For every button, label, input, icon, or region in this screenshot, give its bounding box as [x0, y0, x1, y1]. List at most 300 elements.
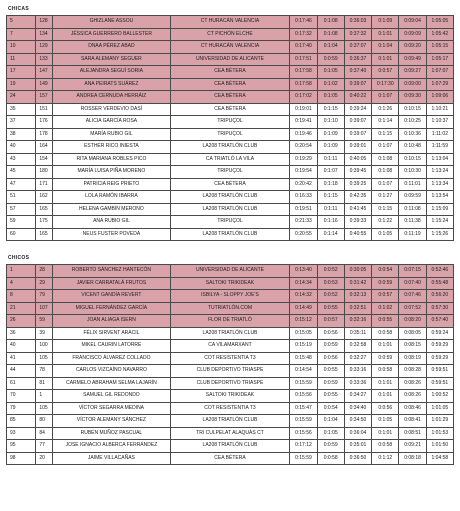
bib-number-cell: 81 — [36, 377, 53, 390]
transition2-time-cell: 0:1:04 — [372, 41, 399, 54]
swim-time-cell: 0:17:40 — [290, 41, 317, 54]
bib-number-cell: 134 — [36, 28, 53, 41]
club-cell: UNIVERSIDAD DE ALICANTE — [170, 53, 290, 66]
run-time-cell: 0:08:41 — [399, 415, 426, 428]
bib-number-cell: 39 — [36, 327, 53, 340]
transition2-time-cell: 0:1:22 — [372, 216, 399, 229]
position-cell: 38 — [7, 128, 36, 141]
athlete-name-cell: ANA RUBIO GIL — [53, 216, 171, 229]
table-row — [7, 290, 454, 303]
bib-number-cell: 100 — [36, 340, 53, 353]
table-row — [7, 216, 454, 229]
bike-time-cell: 0:30:05 — [344, 265, 371, 278]
transition2-time-cell: 0:1:01 — [372, 340, 399, 353]
athlete-name-cell: SARA ALEMANY SEGUER — [53, 53, 171, 66]
swim-time-cell: 0:17:02 — [290, 91, 317, 104]
club-cell: TRIPUÇOL — [170, 116, 290, 129]
swim-time-cell: 0:15:59 — [290, 452, 317, 465]
table-row — [7, 78, 454, 91]
run-time-cell: 0:10:30 — [399, 166, 426, 179]
run-time-cell: 0:09:21 — [399, 440, 426, 453]
position-cell: 70 — [7, 390, 36, 403]
athlete-name-cell: VÍCTOR SEGARRA MEDINA — [53, 402, 171, 415]
section-title: CHICAS — [8, 6, 29, 12]
total-time-cell: 1:09:06 — [426, 91, 453, 104]
athlete-name-cell: CARMELO ABRAHAM SELMA LAJARÍN — [53, 377, 171, 390]
position-cell: 10 — [7, 41, 36, 54]
total-time-cell: 1:10:37 — [426, 116, 453, 129]
athlete-name-cell: ROSSER VERDEVIO DASÍ — [53, 103, 171, 116]
run-time-cell: 0:10:15 — [399, 103, 426, 116]
bike-time-cell: 0:32:58 — [344, 340, 371, 353]
run-time-cell: 0:10:48 — [399, 141, 426, 154]
club-cell: CLUB DEPORTIVO TRIASPE — [170, 377, 290, 390]
position-cell: 93 — [7, 427, 36, 440]
transition1-time-cell: 0:0:52 — [317, 290, 344, 303]
position-cell: 60 — [7, 228, 36, 241]
run-time-cell: 0:08:19 — [399, 352, 426, 365]
club-cell: LA208 TRIATLÓN CLUB — [170, 203, 290, 216]
position-cell: 1 — [7, 265, 36, 278]
swim-time-cell: 0:15:47 — [290, 402, 317, 415]
bike-time-cell: 0:39:07 — [344, 128, 371, 141]
table-row — [7, 116, 454, 129]
transition2-time-cell: 0:0:58 — [372, 327, 399, 340]
total-time-cell: 1:11:02 — [426, 128, 453, 141]
table-row — [7, 452, 454, 465]
run-time-cell: 0:07:46 — [399, 290, 426, 303]
bike-time-cell: 0:36:03 — [344, 16, 371, 29]
transition1-time-cell: 0:0:55 — [317, 365, 344, 378]
transition2-time-cell: 0:1:09 — [372, 16, 399, 29]
bike-time-cell: 0:39:25 — [344, 178, 371, 191]
club-cell: COT RESISTENTIA T3 — [170, 402, 290, 415]
bike-time-cell: 0:37:40 — [344, 66, 371, 79]
club-cell: CEA BÉTERA — [170, 452, 290, 465]
position-cell: 26 — [7, 315, 36, 328]
swim-time-cell: 0:20:42 — [290, 178, 317, 191]
transition1-time-cell: 0:1:09 — [317, 128, 344, 141]
athlete-name-cell: MIGUEL FERNÁNDEZ GARCÍA — [53, 302, 171, 315]
bike-time-cell: 0:33:36 — [344, 377, 371, 390]
total-time-cell: 0:59:51 — [426, 377, 453, 390]
run-time-cell: 0:08:46 — [399, 402, 426, 415]
bib-number-cell: 157 — [36, 91, 53, 104]
swim-time-cell: 0:15:12 — [290, 315, 317, 328]
total-time-cell: 0:55:48 — [426, 277, 453, 290]
bike-time-cell: 0:34:50 — [344, 415, 371, 428]
transition1-time-cell: 0:0:56 — [317, 327, 344, 340]
bib-number-cell: 180 — [36, 166, 53, 179]
section-title: CHICOS — [8, 255, 30, 261]
club-cell: LA208 TRIATLÓN CLUB — [170, 415, 290, 428]
club-cell: LA208 TRIATLÓN CLUB — [170, 191, 290, 204]
table-row — [7, 365, 454, 378]
athlete-name-cell: MARÍA LUISA PIÑA MORENO — [53, 166, 171, 179]
athlete-name-cell: PATRICIA REIG PRIETO — [53, 178, 171, 191]
swim-time-cell: 0:19:51 — [290, 203, 317, 216]
table-row — [7, 315, 454, 328]
total-time-cell: 1:07:29 — [426, 78, 453, 91]
run-time-cell: 0:11:38 — [399, 216, 426, 229]
athlete-name-cell: JAIME VILLACAÑAS — [53, 452, 171, 465]
position-cell: 35 — [7, 103, 36, 116]
bib-number-cell: 84 — [36, 427, 53, 440]
table-row — [7, 440, 454, 453]
club-cell: TRIPUÇOL — [170, 216, 290, 229]
total-time-cell: 1:13:24 — [426, 166, 453, 179]
bike-time-cell: 0:34:40 — [344, 402, 371, 415]
transition2-time-cell: 0:1:07 — [372, 178, 399, 191]
bib-number-cell: 105 — [36, 352, 53, 365]
athlete-name-cell: JÉSSICA GUERRERO BALLESTER — [53, 28, 171, 41]
bib-number-cell: 59 — [36, 315, 53, 328]
bib-number-cell: 20 — [36, 452, 53, 465]
table-row — [7, 277, 454, 290]
club-cell: LA208 TRIATLÓN CLUB — [170, 327, 290, 340]
table-row — [7, 166, 454, 179]
bib-number-cell: 107 — [36, 302, 53, 315]
club-cell: CEA BÉTERA — [170, 78, 290, 91]
transition1-time-cell: 0:0:59 — [317, 440, 344, 453]
club-cell: CT HURACÁN VALENCIA — [170, 16, 290, 29]
total-time-cell: 1:01:50 — [426, 440, 453, 453]
transition1-time-cell: 0:1:16 — [317, 216, 344, 229]
results-table-chicos — [6, 264, 454, 465]
table-row — [7, 402, 454, 415]
transition2-time-cell: 0:1:27 — [372, 191, 399, 204]
swim-time-cell: 0:17:58 — [290, 66, 317, 79]
run-time-cell: 0:09:49 — [399, 53, 426, 66]
swim-time-cell: 0:14:49 — [290, 302, 317, 315]
transition1-time-cell: 0:1:09 — [317, 141, 344, 154]
club-cell: CLUB DEPORTIVO TRIASPE — [170, 365, 290, 378]
total-time-cell: 1:15:26 — [426, 228, 453, 241]
transition1-time-cell: 0:0:59 — [317, 53, 344, 66]
transition2-time-cell: 0:0:58 — [372, 440, 399, 453]
swim-time-cell: 0:15:48 — [290, 352, 317, 365]
athlete-name-cell: ALEJANDRA SEGUÍ SORIA — [53, 66, 171, 79]
transition1-time-cell: 0:1:02 — [317, 78, 344, 91]
position-cell: 11 — [7, 53, 36, 66]
club-cell: UNIVERSIDAD DE ALICANTE — [170, 265, 290, 278]
transition2-time-cell: 0:1:26 — [372, 103, 399, 116]
run-time-cell: 0:09:27 — [399, 66, 426, 79]
total-time-cell: 1:07:07 — [426, 66, 453, 79]
table-row — [7, 16, 454, 29]
swim-time-cell: 0:14:54 — [290, 365, 317, 378]
run-time-cell: 0:09:09 — [399, 28, 426, 41]
transition1-time-cell: 0:1:15 — [317, 191, 344, 204]
athlete-name-cell: DNAA PÉREZ ABAD — [53, 41, 171, 54]
total-time-cell: 1:04:58 — [426, 452, 453, 465]
swim-time-cell: 0:13:40 — [290, 265, 317, 278]
transition2-time-cell: 0:1:15 — [372, 128, 399, 141]
transition2-time-cell: 0:17:30 — [372, 78, 399, 91]
athlete-name-cell: FÉLIX SIRVENT ARACIL — [53, 327, 171, 340]
table-row — [7, 91, 454, 104]
bike-time-cell: 0:39:24 — [344, 103, 371, 116]
transition2-time-cell: 0:1:12 — [372, 452, 399, 465]
table-row — [7, 53, 454, 66]
table-row — [7, 28, 454, 41]
bike-time-cell: 0:35:11 — [344, 327, 371, 340]
run-time-cell: 0:07:52 — [399, 302, 426, 315]
transition1-time-cell: 0:0:52 — [317, 265, 344, 278]
position-cell: 44 — [7, 365, 36, 378]
transition2-time-cell: 0:0:59 — [372, 352, 399, 365]
run-time-cell: 0:10:25 — [399, 116, 426, 129]
athlete-name-cell: CARLOS VIZCAÍNO NAVARRO — [53, 365, 171, 378]
transition1-time-cell: 0:0:56 — [317, 352, 344, 365]
transition1-time-cell: 0:0:55 — [317, 390, 344, 403]
total-time-cell: 1:05:17 — [426, 53, 453, 66]
bike-time-cell: 0:40:55 — [344, 228, 371, 241]
position-cell: 7 — [7, 28, 36, 41]
transition1-time-cell: 0:1:18 — [317, 178, 344, 191]
run-time-cell: 0:07:40 — [399, 277, 426, 290]
club-cell: TRIPUÇOL — [170, 166, 290, 179]
bike-time-cell: 0:41:45 — [344, 203, 371, 216]
total-time-cell: 0:56:20 — [426, 290, 453, 303]
club-cell: TUTRIATLÓN.COM — [170, 302, 290, 315]
club-cell: COT RESISTENTIA T3 — [170, 352, 290, 365]
athlete-name-cell: MIKEL CAURIN LATORRE — [53, 340, 171, 353]
run-time-cell: 0:08:51 — [399, 427, 426, 440]
position-cell: 8 — [7, 290, 36, 303]
swim-time-cell: 0:19:54 — [290, 166, 317, 179]
total-time-cell: 0:52:46 — [426, 265, 453, 278]
club-cell: CA TRIATLÓ LA VILA — [170, 153, 290, 166]
position-cell: 40 — [7, 141, 36, 154]
athlete-name-cell: VÍCTOR ALEMANY SÁNCHEZ — [53, 415, 171, 428]
run-time-cell: 0:08:26 — [399, 377, 426, 390]
table-row — [7, 340, 454, 353]
transition2-time-cell: 0:1:02 — [372, 302, 399, 315]
club-cell: CT HURACÁN VALENCIA — [170, 41, 290, 54]
position-cell: 98 — [7, 452, 36, 465]
bib-number-cell: 151 — [36, 103, 53, 116]
bike-time-cell: 0:39:45 — [344, 166, 371, 179]
table-row — [7, 390, 454, 403]
total-time-cell: 1:13:04 — [426, 153, 453, 166]
bib-number-cell: 77 — [36, 440, 53, 453]
run-time-cell: 0:08:05 — [399, 327, 426, 340]
transition1-time-cell: 0:1:04 — [317, 415, 344, 428]
club-cell: LA208 TRIATLÓN CLUB — [170, 228, 290, 241]
total-time-cell: 1:05:05 — [426, 16, 453, 29]
table-row — [7, 427, 454, 440]
swim-time-cell: 0:14:32 — [290, 290, 317, 303]
swim-time-cell: 0:17:51 — [290, 53, 317, 66]
position-cell: 19 — [7, 78, 36, 91]
athlete-name-cell: JOAN ALIAGA ISERN — [53, 315, 171, 328]
position-cell: 17 — [7, 66, 36, 79]
position-cell: 59 — [7, 216, 36, 229]
transition1-time-cell: 0:0:54 — [317, 402, 344, 415]
swim-time-cell: 0:19:46 — [290, 128, 317, 141]
bib-number-cell: 164 — [36, 141, 53, 154]
transition2-time-cell: 0:1:07 — [372, 141, 399, 154]
transition1-time-cell: 0:1:08 — [317, 28, 344, 41]
swim-time-cell: 0:21:33 — [290, 216, 317, 229]
transition2-time-cell: 0:1:07 — [372, 91, 399, 104]
swim-time-cell: 0:17:32 — [290, 28, 317, 41]
transition1-time-cell: 0:1:11 — [317, 203, 344, 216]
run-time-cell: 0:11:19 — [399, 228, 426, 241]
bib-number-cell: 154 — [36, 153, 53, 166]
section-chicas — [6, 3, 454, 241]
run-time-cell: 0:11:01 — [399, 178, 426, 191]
run-time-cell: 0:07:15 — [399, 265, 426, 278]
swim-time-cell: 0:19:29 — [290, 153, 317, 166]
position-cell: 21 — [7, 302, 36, 315]
transition1-time-cell: 0:1:11 — [317, 153, 344, 166]
table-row — [7, 178, 454, 191]
transition2-time-cell: 0:1:01 — [372, 377, 399, 390]
transition2-time-cell: 0:0:59 — [372, 277, 399, 290]
table-row — [7, 327, 454, 340]
total-time-cell: 0:59:29 — [426, 340, 453, 353]
transition1-time-cell: 0:1:15 — [317, 103, 344, 116]
athlete-name-cell: JAVIER CARRATALÁ FRUTOS — [53, 277, 171, 290]
results-body — [7, 16, 454, 241]
transition2-time-cell: 0:1:01 — [372, 427, 399, 440]
club-cell: TRIPUÇOL — [170, 128, 290, 141]
table-row — [7, 415, 454, 428]
results-table-chicas — [6, 15, 454, 241]
position-cell: 37 — [7, 116, 36, 129]
swim-time-cell: 0:15:59 — [290, 377, 317, 390]
total-time-cell: 1:11:59 — [426, 141, 453, 154]
transition2-time-cell: 0:1:01 — [372, 28, 399, 41]
total-time-cell: 1:10:21 — [426, 103, 453, 116]
table-row — [7, 265, 454, 278]
bib-number-cell: 128 — [36, 16, 53, 29]
club-cell: CEA BÉTERA — [170, 103, 290, 116]
swim-time-cell: 0:15:56 — [290, 390, 317, 403]
position-cell: 45 — [7, 166, 36, 179]
transition2-time-cell: 0:1:08 — [372, 166, 399, 179]
bike-time-cell: 0:42:35 — [344, 191, 371, 204]
athlete-name-cell: RUBÉN MUÑOZ PASCUAL — [53, 427, 171, 440]
total-time-cell: 0:57:40 — [426, 315, 453, 328]
bib-number-cell: 165 — [36, 203, 53, 216]
club-cell: LA208 TRIATLÓN CLUB — [170, 440, 290, 453]
total-time-cell: 0:59:29 — [426, 352, 453, 365]
athlete-name-cell: ANA PEIRATS SUÁREZ — [53, 78, 171, 91]
transition2-time-cell: 0:1:01 — [372, 390, 399, 403]
transition2-time-cell: 0:1:15 — [372, 203, 399, 216]
transition2-time-cell: 0:1:05 — [372, 228, 399, 241]
bike-time-cell: 0:33:16 — [344, 365, 371, 378]
athlete-name-cell: MARÍA RUBIO GIL — [53, 128, 171, 141]
bib-number-cell: 178 — [36, 128, 53, 141]
total-time-cell: 0:59:51 — [426, 365, 453, 378]
bib-number-cell: 129 — [36, 41, 53, 54]
bike-time-cell: 0:39:07 — [344, 116, 371, 129]
club-cell: ISBILYA - SLOPPY JOE'S — [170, 290, 290, 303]
transition2-time-cell: 0:1:01 — [372, 53, 399, 66]
total-time-cell: 1:15:24 — [426, 216, 453, 229]
club-cell: CEA BÉTERA — [170, 91, 290, 104]
bike-time-cell: 0:39:33 — [344, 216, 371, 229]
position-cell: 4 — [7, 277, 36, 290]
run-time-cell: 0:09:04 — [399, 16, 426, 29]
run-time-cell: 0:10:15 — [399, 153, 426, 166]
athlete-name-cell: VICENT GANDÍA REVERT — [53, 290, 171, 303]
transition2-time-cell: 0:0:54 — [372, 265, 399, 278]
position-cell: 24 — [7, 91, 36, 104]
transition1-time-cell: 0:0:57 — [317, 315, 344, 328]
transition2-time-cell: 0:1:14 — [372, 116, 399, 129]
run-time-cell: 0:08:20 — [399, 315, 426, 328]
swim-time-cell: 0:17:58 — [290, 78, 317, 91]
position-cell: 51 — [7, 191, 36, 204]
total-time-cell: 0:59:24 — [426, 327, 453, 340]
bike-time-cell: 0:39:07 — [344, 78, 371, 91]
bike-time-cell: 0:32:16 — [344, 315, 371, 328]
bib-number-cell: 176 — [36, 116, 53, 129]
athlete-name-cell: ANDREA CERNUDA HERRÁIZ — [53, 91, 171, 104]
total-time-cell: 1:05:15 — [426, 41, 453, 54]
club-cell: CA VILAMARXANT — [170, 340, 290, 353]
transition2-time-cell: 0:0:56 — [372, 402, 399, 415]
total-time-cell: 1:05:42 — [426, 28, 453, 41]
run-time-cell: 0:08:15 — [399, 340, 426, 353]
swim-time-cell: 0:15:05 — [290, 327, 317, 340]
transition1-time-cell: 0:0:55 — [317, 302, 344, 315]
bike-time-cell: 0:32:51 — [344, 302, 371, 315]
bike-time-cell: 0:40:05 — [344, 153, 371, 166]
bike-time-cell: 0:31:42 — [344, 277, 371, 290]
total-time-cell: 1:13:34 — [426, 178, 453, 191]
transition1-time-cell: 0:1:10 — [317, 116, 344, 129]
bib-number-cell: 1 — [36, 390, 53, 403]
bib-number-cell: 80 — [36, 415, 53, 428]
table-row — [7, 228, 454, 241]
total-time-cell: 0:57:30 — [426, 302, 453, 315]
total-time-cell: 1:13:54 — [426, 191, 453, 204]
club-cell: FLOR DE TRIATLÓ — [170, 315, 290, 328]
bib-number-cell: 28 — [36, 265, 53, 278]
swim-time-cell: 0:14:34 — [290, 277, 317, 290]
bib-number-cell: 105 — [36, 402, 53, 415]
transition1-time-cell: 0:1:07 — [317, 166, 344, 179]
swim-time-cell: 0:16:33 — [290, 191, 317, 204]
bib-number-cell: 171 — [36, 178, 53, 191]
athlete-name-cell: NEUS FUSTER POVEDA — [53, 228, 171, 241]
bib-number-cell: 165 — [36, 228, 53, 241]
bike-time-cell: 0:40:22 — [344, 91, 371, 104]
total-time-cell: 1:01:53 — [426, 427, 453, 440]
table-row — [7, 41, 454, 54]
club-cell: TRI CULPELAT ALAQUÀS CT — [170, 427, 290, 440]
bike-time-cell: 0:37:07 — [344, 41, 371, 54]
transition1-time-cell: 0:1:08 — [317, 16, 344, 29]
bike-time-cell: 0:36:37 — [344, 53, 371, 66]
club-cell: SALTOKI TRIKIDEAK — [170, 390, 290, 403]
bib-number-cell: 79 — [36, 290, 53, 303]
swim-time-cell: 0:19:41 — [290, 116, 317, 129]
position-cell: 5 — [7, 16, 36, 29]
club-cell: LA208 TRIATLÓN CLUB — [170, 141, 290, 154]
table-row — [7, 153, 454, 166]
transition1-time-cell: 0:0:59 — [317, 340, 344, 353]
club-cell: CEA BÉTERA — [170, 178, 290, 191]
athlete-name-cell: JOSE IGNACIO ALBERCA FERRÁNDEZ — [53, 440, 171, 453]
position-cell: 61 — [7, 377, 36, 390]
